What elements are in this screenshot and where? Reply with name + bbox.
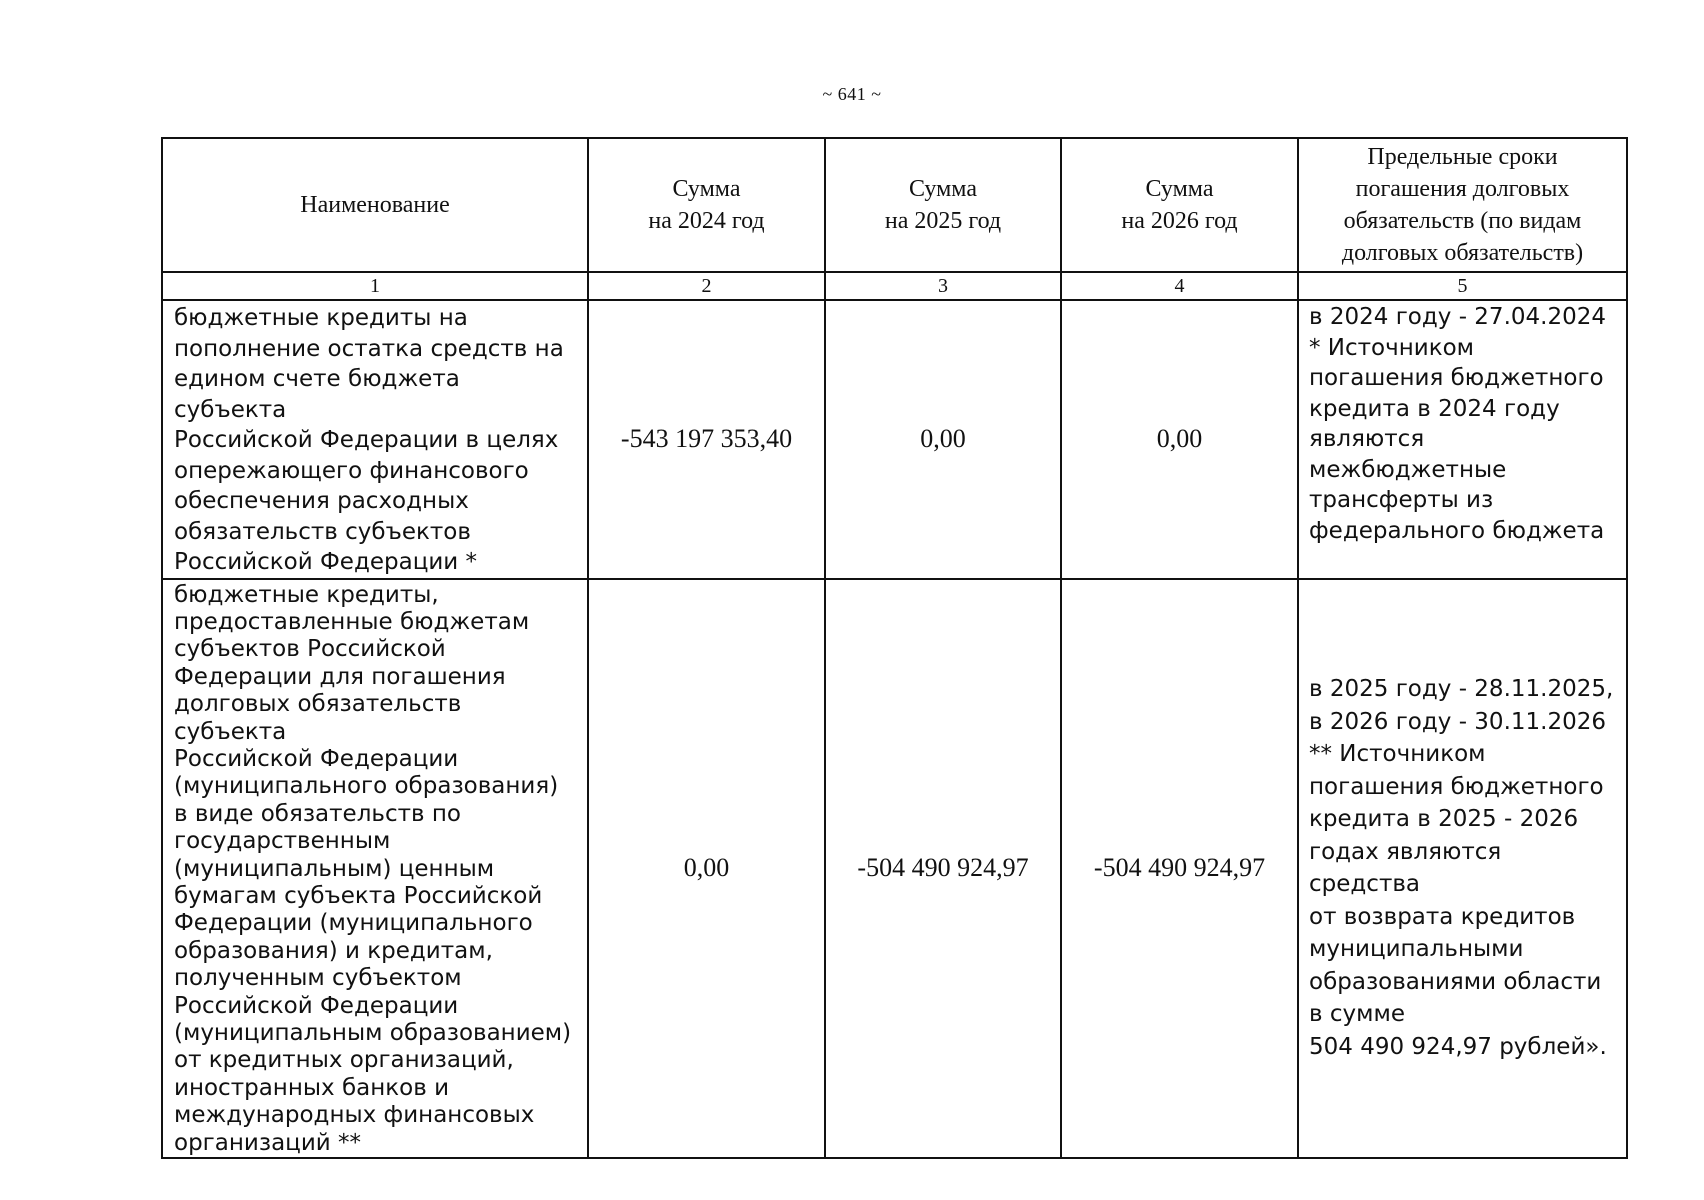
header-sum-2026-label: Сумма на 2026 год — [1121, 176, 1238, 234]
header-sum-2026 — [1061, 138, 1298, 272]
sum-2026-value: 0,00 — [1061, 300, 1298, 579]
page-number: ~ 641 ~ — [822, 84, 882, 104]
sum-2025-value: 0,00 — [825, 300, 1061, 579]
sum-2024-value: 0,00 — [588, 579, 825, 1159]
row-name: бюджетные кредиты на пополнение остатка средств на едином счете бюджета субъекта Российской Федерации в целях опережающего финансового обеспечения расходных обязательств субъектов Российской Федерации * — [174, 305, 564, 575]
table-header-row — [162, 138, 1627, 272]
sum-2026-value: -504 490 924,97 — [1061, 579, 1298, 1159]
row-terms-cell — [1298, 579, 1627, 1159]
column-number: 4 — [1061, 272, 1298, 300]
table-row — [162, 300, 1627, 579]
row-name-cell — [162, 579, 588, 1159]
header-repayment-terms-label: Предельные сроки погашения долговых обязательств (по видам долговых обязательств) — [1341, 144, 1584, 266]
header-sum-2025 — [825, 138, 1061, 272]
sum-2025-value: -504 490 924,97 — [825, 579, 1061, 1159]
row-name-cell — [162, 300, 588, 579]
sum-2024-value: -543 197 353,40 — [588, 300, 825, 579]
repayment-terms: в 2024 году - 27.04.2024 * Источником погашения бюджетного кредита в 2024 году являются межбюджетные трансферты из федерального бюджета — [1309, 304, 1606, 544]
repayment-terms: в 2025 году - 28.11.2025, в 2026 году - 30.11.2026 ** Источником погашения бюджетного кредита в 2025 - 2026 годах являются средства от возврата кредитов муниципальными образованиями области в сумме 504 490 924,97 рублей». — [1309, 676, 1614, 1060]
row-name: бюджетные кредиты, предоставленные бюджетам субъектов Российской Федерации для погашения долговых обязательств субъекта Российской Федерации (муниципального образования) в виде обязательств по государственным (муниципальным) ценным бумагам субъекта Российской Федерации (муниципального образования) и кредитам, полученным субъектом Российской Федерации (муниципальным образованием) от кредитных организаций, иностранных банков и международных финансовых организаций ** — [174, 581, 572, 1156]
column-number: 1 — [162, 272, 588, 300]
header-repayment-terms — [1298, 138, 1627, 272]
header-sum-2024-label: Сумма на 2024 год — [648, 176, 765, 234]
debt-obligations-table — [161, 137, 1628, 1159]
column-number: 2 — [588, 272, 825, 300]
column-number: 3 — [825, 272, 1061, 300]
header-sum-2025-label: Сумма на 2025 год — [884, 176, 1002, 234]
table-row — [162, 579, 1627, 1159]
header-name — [162, 138, 588, 272]
column-number: 5 — [1298, 272, 1627, 300]
header-sum-2024 — [588, 138, 825, 272]
column-number-row — [162, 272, 1627, 300]
header-name-label: Наименование — [300, 192, 450, 218]
row-terms-cell — [1298, 300, 1627, 579]
